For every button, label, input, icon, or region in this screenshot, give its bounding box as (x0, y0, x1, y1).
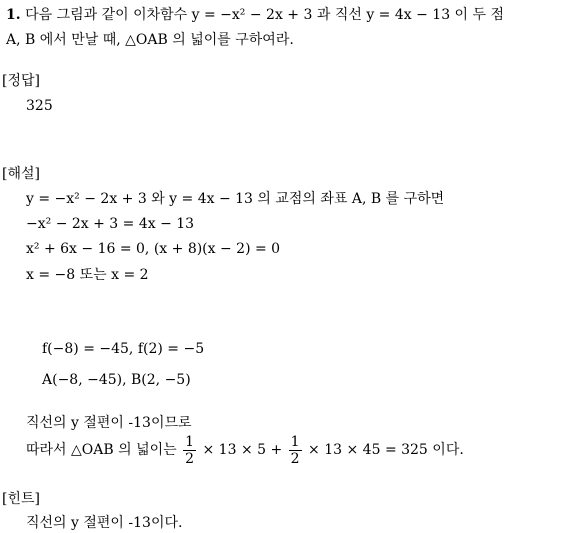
solution-line-8 (26, 432, 464, 468)
fraction-numerator: 1 (290, 433, 300, 450)
solution-line-7: 직선의 y 절편이 -13이므로 (26, 415, 192, 431)
solution-label: [해설] (2, 166, 40, 182)
area-suffix: × 13 × 45 = 325 이다. (308, 442, 464, 458)
hint-text: 직선의 y 절편이 -13이다. (26, 515, 183, 531)
hint-label: [힌트] (2, 491, 40, 507)
fraction-denominator: 2 (290, 450, 300, 467)
solution-line-3: x² + 6x − 16 = 0, (x + 8)(x − 2) = 0 (26, 241, 281, 257)
solution-line-2: −x² − 2x + 3 = 4x − 13 (26, 216, 195, 232)
fraction-numerator: 1 (185, 433, 195, 450)
problem-statement (6, 6, 504, 24)
solution-line-6: A(−8, −45), B(2, −5) (42, 372, 191, 388)
fraction-denominator: 2 (185, 450, 195, 467)
problem-number: 1. (6, 7, 21, 23)
area-prefix: 따라서 △OAB 의 넓이는 (26, 442, 177, 458)
problem-line-2: A, B 에서 만날 때, △OAB 의 넓이를 구하여라. (6, 32, 294, 48)
answer-label: [정답] (2, 73, 40, 89)
area-middle: × 13 × 5 + (202, 442, 283, 458)
fraction-one-half-b (289, 434, 302, 467)
fraction-one-half-a (183, 434, 196, 467)
problem-line-1: 다음 그림과 같이 이차함수 y = −x² − 2x + 3 과 직선 y = 4x − 13 이 두 점 (25, 7, 505, 23)
solution-line-5: f(−8) = −45, f(2) = −5 (42, 341, 205, 357)
solution-line-1: y = −x² − 2x + 3 와 y = 4x − 13 의 교점의 좌표 A, B 를 구하면 (26, 191, 445, 207)
answer-value: 325 (26, 98, 53, 114)
solution-line-4: x = −8 또는 x = 2 (26, 267, 149, 283)
